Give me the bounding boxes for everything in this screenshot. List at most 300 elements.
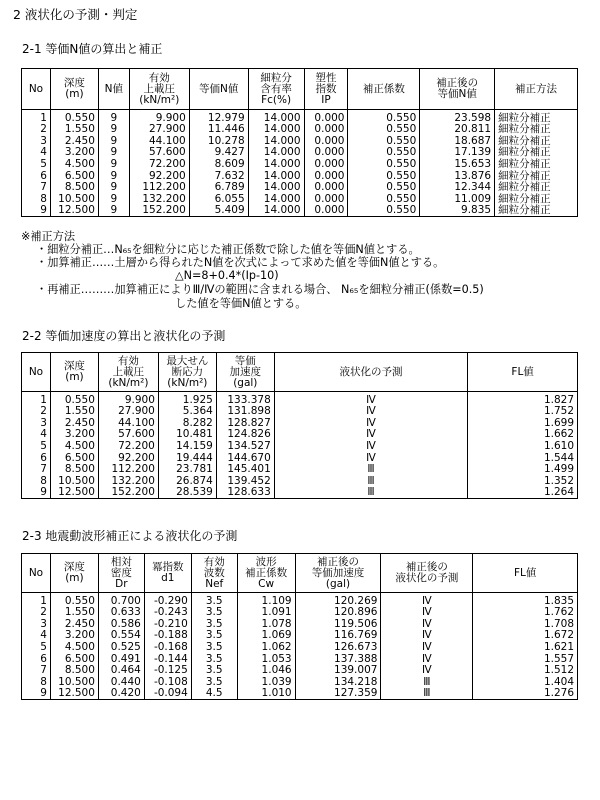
note-formula: △N=8+0.4*(Ip-10) [175,269,279,282]
table-cell: 0.550 [348,205,420,217]
table-cell: Ⅳ [381,641,473,653]
table-cell: 0.000 [304,124,348,136]
table-cell: Ⅳ [381,607,473,619]
table-cell: 0.550 [348,124,420,136]
table-cell: 7 [22,182,51,194]
table-cell: 6.500 [50,170,98,182]
table-cell: 9 [98,158,129,170]
table-row [22,429,578,441]
table-row [22,665,578,677]
table-cell: 2.450 [50,135,98,147]
table-cell: Ⅲ [274,487,467,499]
table-cell: 10.278 [189,135,248,147]
table-row [22,110,578,124]
column-header: 塑性 指数 IP [304,69,348,110]
table-cell: 0.550 [348,158,420,170]
table-cell: 3.200 [50,429,98,441]
table-cell: 23.781 [158,464,216,476]
table-cell: 7.632 [189,170,248,182]
table-row [22,641,578,653]
table-cell: 3.200 [50,147,98,159]
table-header-row [22,69,578,110]
table-cell: 139.452 [216,475,274,487]
table-cell: 12.979 [189,110,248,124]
table-cell: 細粒分補正 [495,205,578,217]
table-cell: -0.094 [144,688,191,700]
note-heading: ※補正方法 [21,230,76,243]
table-cell: 0.000 [304,110,348,124]
table-cell: 0.550 [50,110,98,124]
table-row [22,618,578,630]
table-cell: 9 [22,688,51,700]
table-cell: 26.874 [158,475,216,487]
table-cell: -0.168 [144,641,191,653]
table-cell: 1.835 [473,593,578,607]
table-cell: 14.159 [158,440,216,452]
table-cell: 0.550 [348,110,420,124]
column-header: FL値 [468,353,578,392]
table-cell: 3.5 [191,630,237,642]
column-header: 最大せん 断応力 (kN/m²) [158,353,216,392]
table-cell: 0.000 [304,205,348,217]
table-cell: 92.200 [129,170,189,182]
table-cell: 9.900 [129,110,189,124]
table-cell: 4.5 [191,688,237,700]
table-cell: 1.925 [158,392,216,406]
table-cell: 139.007 [295,665,381,677]
table-cell: Ⅳ [381,630,473,642]
table-cell: 1 [22,392,51,406]
table-cell: 0.700 [98,593,144,607]
table-row [22,630,578,642]
table-cell: 19.444 [158,452,216,464]
column-header: 深度 (m) [50,554,98,593]
table-cell: -0.144 [144,653,191,665]
table-cell: 44.100 [129,135,189,147]
table-row [22,417,578,429]
table-cell: 0.000 [304,158,348,170]
table-cell: 5.409 [189,205,248,217]
table-row [22,440,578,452]
table-cell: 1.091 [237,607,295,619]
table-cell: 10.500 [50,676,98,688]
column-header: 有効 波数 Nef [191,554,237,593]
table-header-row [22,554,578,593]
table-cell: Ⅳ [274,452,467,464]
document-title: 2 液状化の予測・判定 [13,7,138,22]
table-cell: 1.039 [237,676,295,688]
column-header: No [22,353,51,392]
table-cell: 10.481 [158,429,216,441]
table-cell: 3.200 [50,630,98,642]
table-cell: 1.404 [473,676,578,688]
table-cell: 12.500 [50,688,98,700]
table-cell: 12.344 [420,182,495,194]
table-cell: 6.500 [50,452,98,464]
table-header-row [22,353,578,392]
table-cell: Ⅳ [381,593,473,607]
table-cell: 2.450 [50,417,98,429]
table-cell: 120.896 [295,607,381,619]
table-cell: 3 [22,417,51,429]
table-cell: 0.586 [98,618,144,630]
table-cell: 1.827 [468,392,578,406]
table-cell: -0.243 [144,607,191,619]
table-cell: 0.550 [348,182,420,194]
table-cell: 133.378 [216,392,274,406]
table-cell: 27.900 [98,406,158,418]
table-row [22,475,578,487]
note-recorrection-cont: した値を等価N値とする。 [175,297,307,310]
table-cell: 1.499 [468,464,578,476]
table-cell: 0.000 [304,135,348,147]
table-cell: 9.835 [420,205,495,217]
table-cell: 1.699 [468,417,578,429]
table-row [22,170,578,182]
table-cell: 1.672 [473,630,578,642]
table-cell: 2.450 [50,618,98,630]
table-cell: Ⅳ [274,392,467,406]
table-cell: 14.000 [248,124,304,136]
table-cell: 1 [22,593,51,607]
table-cell: 14.000 [248,182,304,194]
table-row [22,607,578,619]
column-header: 相対 密度 Dr [98,554,144,593]
table-cell: 4.500 [50,440,98,452]
column-header: 補正係数 [348,69,420,110]
table-cell: 細粒分補正 [495,135,578,147]
table-cell: 0.550 [348,135,420,147]
table-cell: Ⅲ [381,676,473,688]
table-cell: 0.000 [304,193,348,205]
table-cell: 127.359 [295,688,381,700]
table-cell: Ⅳ [381,665,473,677]
table-row [22,392,578,406]
table-cell: 7 [22,665,51,677]
column-header: 等価N値 [189,69,248,110]
table-cell: 2 [22,124,51,136]
table-cell: 128.633 [216,487,274,499]
table-cell: 11.446 [189,124,248,136]
table-cell: 細粒分補正 [495,182,578,194]
table-row [22,676,578,688]
table-cell: 1.550 [50,124,98,136]
table-cell: -0.210 [144,618,191,630]
table-cell: 137.388 [295,653,381,665]
table-cell: 5.364 [158,406,216,418]
table-cell: 3.5 [191,641,237,653]
table-cell: 119.506 [295,618,381,630]
table-cell: 57.600 [129,147,189,159]
table-cell: 1.762 [473,607,578,619]
equivalent-acceleration-table [21,352,578,499]
table-row [22,452,578,464]
table-cell: 4.500 [50,641,98,653]
column-header: 補正方法 [495,69,578,110]
table-cell: 3 [22,618,51,630]
table-cell: 1.708 [473,618,578,630]
table-row [22,124,578,136]
table-cell: 0.525 [98,641,144,653]
table-cell: 57.600 [98,429,158,441]
table-cell: 細粒分補正 [495,193,578,205]
table-cell: 132.200 [129,193,189,205]
table-cell: 3.5 [191,607,237,619]
table-cell: 9.427 [189,147,248,159]
column-header: 補正後の 等価加速度 (gal) [295,554,381,593]
table-cell: 0.420 [98,688,144,700]
table-cell: 3.5 [191,676,237,688]
table-cell: 6 [22,452,51,464]
table-cell: 9 [22,205,51,217]
section-3-title: 2-3 地震動波形補正による液状化の予測 [22,529,238,543]
table-cell: 6.055 [189,193,248,205]
table-cell: -0.188 [144,630,191,642]
table-cell: 4.500 [50,158,98,170]
table-cell: 9 [98,135,129,147]
table-cell: 4 [22,429,51,441]
table-row [22,688,578,700]
table-cell: 9 [98,182,129,194]
table-cell: 4 [22,630,51,642]
table-cell: 152.200 [98,487,158,499]
table-row [22,193,578,205]
table-cell: 116.769 [295,630,381,642]
equivalent-n-table [21,68,578,217]
table-cell: 1.662 [468,429,578,441]
table-cell: 細粒分補正 [495,124,578,136]
table-cell: 細粒分補正 [495,147,578,159]
section-2-title: 2-2 等価加速度の算出と液状化の予測 [22,329,226,343]
table-cell: Ⅳ [274,429,467,441]
table-row [22,182,578,194]
table-cell: 6.500 [50,653,98,665]
waveform-correction-table [21,553,578,700]
table-cell: 2 [22,406,51,418]
table-cell: -0.125 [144,665,191,677]
table-row [22,147,578,159]
column-header: 補正後の 等価N値 [420,69,495,110]
table-cell: Ⅳ [274,440,467,452]
table-cell: 1.264 [468,487,578,499]
table-cell: 1.550 [50,607,98,619]
table-cell: -0.108 [144,676,191,688]
table-cell: 131.898 [216,406,274,418]
table-cell: 5 [22,158,51,170]
table-cell: 152.200 [129,205,189,217]
table-cell: 8.609 [189,158,248,170]
table-cell: 6 [22,653,51,665]
table-cell: 12.500 [50,205,98,217]
table-cell: 3.5 [191,593,237,607]
column-header: N値 [98,69,129,110]
table-cell: 6 [22,170,51,182]
table-cell: 1.010 [237,688,295,700]
table-row [22,593,578,607]
table-cell: 3.5 [191,665,237,677]
table-cell: 1 [22,110,51,124]
note-addition: ・加算補正……土層から得られたN値を次式によって求めた値を等価N値とする。 [36,256,445,269]
table-cell: 7 [22,464,51,476]
table-cell: 1.046 [237,665,295,677]
table-cell: 8.282 [158,417,216,429]
table-cell: 0.550 [50,392,98,406]
column-header: 深度 (m) [50,353,98,392]
table-cell: 0.491 [98,653,144,665]
table-cell: Ⅲ [274,475,467,487]
table-cell: 1.557 [473,653,578,665]
table-cell: 112.200 [98,464,158,476]
table-cell: 0.464 [98,665,144,677]
table-cell: 3.5 [191,653,237,665]
table-cell: 9.900 [98,392,158,406]
note-fine-fraction: ・細粒分補正…N₆₅を細粒分に応じた補正係数で除した値を等価N値とする。 [36,243,420,256]
table-cell: Ⅳ [381,618,473,630]
table-cell: 細粒分補正 [495,170,578,182]
table-cell: Ⅳ [274,417,467,429]
table-cell: Ⅳ [274,406,467,418]
table-cell: 14.000 [248,205,304,217]
table-cell: 10.500 [50,193,98,205]
table-cell: Ⅳ [381,653,473,665]
table-row [22,158,578,170]
table-cell: 2 [22,607,51,619]
table-cell: 132.200 [98,475,158,487]
column-header: 補正後の 液状化の予測 [381,554,473,593]
table-row [22,205,578,217]
column-header: 有効 上載圧 (kN/m²) [98,353,158,392]
table-cell: 28.539 [158,487,216,499]
table-cell: 17.139 [420,147,495,159]
table-cell: 14.000 [248,110,304,124]
table-cell: 27.900 [129,124,189,136]
table-cell: 細粒分補正 [495,158,578,170]
table-cell: 144.670 [216,452,274,464]
table-cell: 1.276 [473,688,578,700]
table-cell: 112.200 [129,182,189,194]
table-cell: 1.109 [237,593,295,607]
table-cell: 8.500 [50,182,98,194]
table-cell: 1.062 [237,641,295,653]
table-cell: 8 [22,475,51,487]
note-recorrection: ・再補正………加算補正によりⅢ/Ⅳの範囲に含まれる場合、 N₆₅を細粒分補正(係数=0.5) [36,283,484,296]
table-cell: 1.621 [473,641,578,653]
table-cell: Ⅲ [381,688,473,700]
table-cell: 8 [22,193,51,205]
table-cell: 1.512 [473,665,578,677]
table-cell: 8.500 [50,464,98,476]
column-header: 冪指数 d1 [144,554,191,593]
table-cell: 15.653 [420,158,495,170]
table-cell: 0.550 [348,193,420,205]
table-cell: 72.200 [98,440,158,452]
table-cell: 0.633 [98,607,144,619]
table-cell: 9 [22,487,51,499]
table-cell: 13.876 [420,170,495,182]
table-cell: 0.440 [98,676,144,688]
table-cell: 14.000 [248,158,304,170]
table-row [22,135,578,147]
table-cell: 128.827 [216,417,274,429]
table-cell: 12.500 [50,487,98,499]
column-header: No [22,69,51,110]
table-cell: 0.000 [304,147,348,159]
table-cell: Ⅲ [274,464,467,476]
table-cell: 92.200 [98,452,158,464]
table-cell: 120.269 [295,593,381,607]
table-row [22,487,578,499]
table-cell: 1.053 [237,653,295,665]
table-cell: 0.000 [304,182,348,194]
column-header: 有効 上載圧 (kN/m²) [129,69,189,110]
table-cell: 9 [98,124,129,136]
table-cell: 14.000 [248,193,304,205]
table-cell: 1.352 [468,475,578,487]
table-cell: 0.550 [348,147,420,159]
table-cell: 5 [22,641,51,653]
table-cell: 1.610 [468,440,578,452]
table-cell: 134.218 [295,676,381,688]
table-cell: 10.500 [50,475,98,487]
table-cell: 4 [22,147,51,159]
table-cell: 11.009 [420,193,495,205]
table-cell: 3.5 [191,618,237,630]
table-cell: 124.826 [216,429,274,441]
table-cell: 3 [22,135,51,147]
table-cell: 14.000 [248,147,304,159]
table-cell: 9 [98,147,129,159]
table-cell: 14.000 [248,135,304,147]
table-cell: 20.811 [420,124,495,136]
table-cell: 6.789 [189,182,248,194]
table-cell: 0.550 [348,170,420,182]
table-cell: 1.544 [468,452,578,464]
table-cell: 8.500 [50,665,98,677]
table-cell: 134.527 [216,440,274,452]
table-cell: 126.673 [295,641,381,653]
table-cell: 9 [98,110,129,124]
table-cell: 0.554 [98,630,144,642]
table-cell: 5 [22,440,51,452]
table-cell: 0.000 [304,170,348,182]
table-cell: 1.550 [50,406,98,418]
table-cell: 23.598 [420,110,495,124]
column-header: FL値 [473,554,578,593]
table-cell: 14.000 [248,170,304,182]
column-header: 等価 加速度 (gal) [216,353,274,392]
table-cell: 細粒分補正 [495,110,578,124]
table-row [22,653,578,665]
table-cell: -0.290 [144,593,191,607]
table-cell: 9 [98,205,129,217]
table-cell: 145.401 [216,464,274,476]
table-row [22,464,578,476]
column-header: 液状化の予測 [274,353,467,392]
table-cell: 9 [98,193,129,205]
section-1-title: 2-1 等価N値の算出と補正 [22,42,163,56]
table-cell: 9 [98,170,129,182]
table-cell: 44.100 [98,417,158,429]
table-cell: 1.069 [237,630,295,642]
table-cell: 1.752 [468,406,578,418]
table-cell: 1.078 [237,618,295,630]
table-row [22,406,578,418]
table-cell: 8 [22,676,51,688]
table-cell: 0.550 [50,593,98,607]
column-header: 細粒分 含有率 Fc(%) [248,69,304,110]
table-cell: 72.200 [129,158,189,170]
column-header: 深度 (m) [50,69,98,110]
